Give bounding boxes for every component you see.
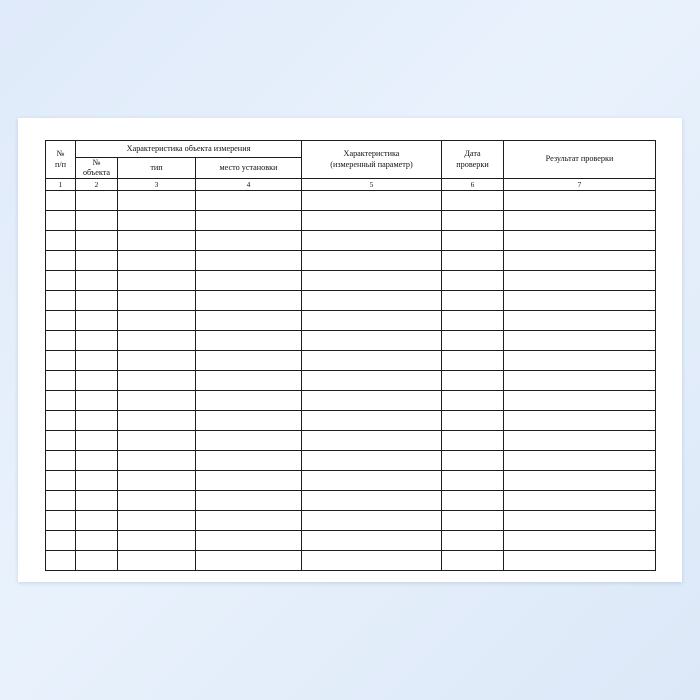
table-cell-type[interactable] xyxy=(118,351,196,371)
table-cell-num_obj[interactable] xyxy=(76,471,118,491)
table-cell-num_pp[interactable] xyxy=(46,351,76,371)
table-cell-num_obj[interactable] xyxy=(76,491,118,511)
table-row[interactable] xyxy=(46,271,656,291)
table-cell-place[interactable] xyxy=(196,291,302,311)
table-row[interactable] xyxy=(46,311,656,331)
table-cell-place[interactable] xyxy=(196,411,302,431)
table-cell-result[interactable] xyxy=(504,531,656,551)
table-cell-characteristic[interactable] xyxy=(302,211,442,231)
header-cell-characteristic xyxy=(302,141,442,179)
header-cell-check-date xyxy=(442,141,504,179)
table-cell-type[interactable] xyxy=(118,311,196,331)
table-cell-num_obj[interactable] xyxy=(76,271,118,291)
table-cell-characteristic[interactable] xyxy=(302,491,442,511)
table-cell-type[interactable] xyxy=(118,211,196,231)
table-cell-check_date[interactable] xyxy=(442,331,504,351)
table-cell-type[interactable] xyxy=(118,411,196,431)
table-cell-num_pp[interactable] xyxy=(46,551,76,571)
header-cell-group: Характеристика объекта измерения xyxy=(76,141,302,158)
table-cell-num_obj[interactable] xyxy=(76,351,118,371)
journal-table-body xyxy=(46,191,656,571)
table-row[interactable] xyxy=(46,391,656,411)
table-cell-result[interactable] xyxy=(504,551,656,571)
table-cell-place[interactable] xyxy=(196,511,302,531)
table-header-row-top xyxy=(46,141,656,158)
header-num-pp-line1: № xyxy=(56,149,65,158)
table-cell-result[interactable] xyxy=(504,291,656,311)
table-cell-num_pp[interactable] xyxy=(46,511,76,531)
table-cell-type[interactable] xyxy=(118,491,196,511)
table-cell-place[interactable] xyxy=(196,471,302,491)
table-cell-num_pp[interactable] xyxy=(46,471,76,491)
table-cell-type[interactable] xyxy=(118,231,196,251)
table-cell-num_pp[interactable] xyxy=(46,211,76,231)
table-cell-characteristic[interactable] xyxy=(302,191,442,211)
table-cell-num_obj[interactable] xyxy=(76,231,118,251)
table-cell-check_date[interactable] xyxy=(442,451,504,471)
table-cell-check_date[interactable] xyxy=(442,251,504,271)
table-cell-num_obj[interactable] xyxy=(76,371,118,391)
table-cell-characteristic[interactable] xyxy=(302,311,442,331)
table-cell-check_date[interactable] xyxy=(442,491,504,511)
table-cell-type[interactable] xyxy=(118,391,196,411)
table-cell-check_date[interactable] xyxy=(442,271,504,291)
header-cell-result: Результат проверки xyxy=(504,141,656,179)
document-sheet xyxy=(18,118,682,582)
table-cell-num_obj[interactable] xyxy=(76,411,118,431)
table-cell-place[interactable] xyxy=(196,551,302,571)
table-cell-check_date[interactable] xyxy=(442,411,504,431)
table-cell-type[interactable] xyxy=(118,451,196,471)
table-cell-type[interactable] xyxy=(118,531,196,551)
table-cell-type[interactable] xyxy=(118,371,196,391)
table-cell-num_pp[interactable] xyxy=(46,311,76,331)
header-num-pp-line2: п/п xyxy=(54,159,67,169)
table-cell-num_obj[interactable] xyxy=(76,291,118,311)
colnum-2: 2 xyxy=(76,179,118,191)
table-cell-place[interactable] xyxy=(196,531,302,551)
table-cell-check_date[interactable] xyxy=(442,371,504,391)
table-cell-num_pp[interactable] xyxy=(46,391,76,411)
table-cell-result[interactable] xyxy=(504,451,656,471)
table-cell-result[interactable] xyxy=(504,231,656,251)
table-cell-characteristic[interactable] xyxy=(302,551,442,571)
colnum-3: 3 xyxy=(118,179,196,191)
table-cell-place[interactable] xyxy=(196,331,302,351)
table-cell-characteristic[interactable] xyxy=(302,531,442,551)
header-characteristic-line2: (измеренный параметр) xyxy=(330,159,413,169)
table-cell-place[interactable] xyxy=(196,231,302,251)
table-cell-result[interactable] xyxy=(504,511,656,531)
table-cell-check_date[interactable] xyxy=(442,511,504,531)
table-cell-result[interactable] xyxy=(504,191,656,211)
table-cell-characteristic[interactable] xyxy=(302,251,442,271)
table-row[interactable] xyxy=(46,531,656,551)
table-row[interactable] xyxy=(46,431,656,451)
table-cell-characteristic[interactable] xyxy=(302,231,442,251)
table-cell-num_pp[interactable] xyxy=(46,491,76,511)
table-cell-num_pp[interactable] xyxy=(46,451,76,471)
table-cell-type[interactable] xyxy=(118,551,196,571)
table-row[interactable] xyxy=(46,231,656,251)
header-check-date-line1: Дата xyxy=(464,149,481,158)
header-cell-num-pp xyxy=(46,141,76,179)
table-cell-check_date[interactable] xyxy=(442,551,504,571)
table-cell-num_obj[interactable] xyxy=(76,191,118,211)
table-cell-num_obj[interactable] xyxy=(76,391,118,411)
table-cell-type[interactable] xyxy=(118,291,196,311)
table-cell-characteristic[interactable] xyxy=(302,271,442,291)
table-cell-num_pp[interactable] xyxy=(46,231,76,251)
table-cell-check_date[interactable] xyxy=(442,231,504,251)
table-cell-characteristic[interactable] xyxy=(302,471,442,491)
table-cell-result[interactable] xyxy=(504,391,656,411)
table-cell-result[interactable] xyxy=(504,271,656,291)
table-cell-characteristic[interactable] xyxy=(302,291,442,311)
table-cell-place[interactable] xyxy=(196,391,302,411)
header-num-obj-line1: № xyxy=(92,158,101,167)
table-cell-place[interactable] xyxy=(196,491,302,511)
table-cell-check_date[interactable] xyxy=(442,211,504,231)
table-cell-check_date[interactable] xyxy=(442,391,504,411)
colnum-5: 5 xyxy=(302,179,442,191)
table-cell-type[interactable] xyxy=(118,251,196,271)
colnum-6: 6 xyxy=(442,179,504,191)
table-cell-place[interactable] xyxy=(196,191,302,211)
table-cell-num_pp[interactable] xyxy=(46,251,76,271)
table-cell-characteristic[interactable] xyxy=(302,391,442,411)
journal-table-wrapper xyxy=(45,140,655,571)
table-row[interactable] xyxy=(46,451,656,471)
table-cell-result[interactable] xyxy=(504,211,656,231)
table-cell-num_obj[interactable] xyxy=(76,551,118,571)
table-cell-place[interactable] xyxy=(196,371,302,391)
table-cell-num_obj[interactable] xyxy=(76,431,118,451)
table-row[interactable] xyxy=(46,191,656,211)
header-characteristic-line1: Характеристика xyxy=(343,149,400,158)
header-cell-place: место установки xyxy=(196,158,302,179)
table-row[interactable] xyxy=(46,551,656,571)
journal-table xyxy=(45,140,656,571)
table-cell-place[interactable] xyxy=(196,251,302,271)
table-cell-check_date[interactable] xyxy=(442,291,504,311)
table-cell-type[interactable] xyxy=(118,511,196,531)
table-cell-result[interactable] xyxy=(504,411,656,431)
colnum-1: 1 xyxy=(46,179,76,191)
colnum-4: 4 xyxy=(196,179,302,191)
table-cell-type[interactable] xyxy=(118,331,196,351)
table-cell-num_obj[interactable] xyxy=(76,211,118,231)
table-column-number-row xyxy=(46,179,656,191)
header-check-date-line2: проверки xyxy=(456,159,489,169)
table-cell-characteristic[interactable] xyxy=(302,371,442,391)
table-cell-place[interactable] xyxy=(196,351,302,371)
table-row[interactable] xyxy=(46,511,656,531)
header-num-obj-line2: объекта xyxy=(82,168,111,177)
table-row[interactable] xyxy=(46,411,656,431)
table-cell-num_pp[interactable] xyxy=(46,411,76,431)
table-row[interactable] xyxy=(46,471,656,491)
table-row[interactable] xyxy=(46,371,656,391)
table-cell-place[interactable] xyxy=(196,311,302,331)
table-cell-place[interactable] xyxy=(196,271,302,291)
table-cell-num_obj[interactable] xyxy=(76,451,118,471)
table-cell-result[interactable] xyxy=(504,371,656,391)
table-cell-check_date[interactable] xyxy=(442,471,504,491)
table-cell-num_pp[interactable] xyxy=(46,271,76,291)
table-cell-check_date[interactable] xyxy=(442,351,504,371)
table-row[interactable] xyxy=(46,351,656,371)
table-cell-num_pp[interactable] xyxy=(46,291,76,311)
table-cell-characteristic[interactable] xyxy=(302,451,442,471)
table-cell-num_obj[interactable] xyxy=(76,311,118,331)
table-cell-num_obj[interactable] xyxy=(76,511,118,531)
table-cell-check_date[interactable] xyxy=(442,431,504,451)
table-cell-place[interactable] xyxy=(196,211,302,231)
table-cell-num_obj[interactable] xyxy=(76,251,118,271)
table-cell-num_obj[interactable] xyxy=(76,331,118,351)
table-cell-characteristic[interactable] xyxy=(302,351,442,371)
table-cell-type[interactable] xyxy=(118,271,196,291)
table-cell-num_pp[interactable] xyxy=(46,191,76,211)
table-cell-place[interactable] xyxy=(196,431,302,451)
table-cell-num_pp[interactable] xyxy=(46,531,76,551)
table-cell-characteristic[interactable] xyxy=(302,431,442,451)
table-cell-characteristic[interactable] xyxy=(302,331,442,351)
table-cell-characteristic[interactable] xyxy=(302,511,442,531)
table-cell-type[interactable] xyxy=(118,431,196,451)
header-cell-type: тип xyxy=(118,158,196,179)
table-cell-num_pp[interactable] xyxy=(46,331,76,351)
table-cell-result[interactable] xyxy=(504,351,656,371)
table-row[interactable] xyxy=(46,331,656,351)
table-cell-type[interactable] xyxy=(118,471,196,491)
table-cell-result[interactable] xyxy=(504,431,656,451)
table-row[interactable] xyxy=(46,291,656,311)
table-cell-characteristic[interactable] xyxy=(302,411,442,431)
table-cell-check_date[interactable] xyxy=(442,311,504,331)
table-cell-num_pp[interactable] xyxy=(46,431,76,451)
table-cell-result[interactable] xyxy=(504,251,656,271)
table-cell-result[interactable] xyxy=(504,471,656,491)
table-row[interactable] xyxy=(46,211,656,231)
table-cell-type[interactable] xyxy=(118,191,196,211)
table-cell-check_date[interactable] xyxy=(442,191,504,211)
table-cell-check_date[interactable] xyxy=(442,531,504,551)
table-cell-num_obj[interactable] xyxy=(76,531,118,551)
colnum-7: 7 xyxy=(504,179,656,191)
table-cell-result[interactable] xyxy=(504,331,656,351)
table-cell-result[interactable] xyxy=(504,491,656,511)
table-cell-num_pp[interactable] xyxy=(46,371,76,391)
table-cell-place[interactable] xyxy=(196,451,302,471)
table-row[interactable] xyxy=(46,251,656,271)
table-cell-result[interactable] xyxy=(504,311,656,331)
header-cell-num-obj xyxy=(76,158,118,179)
table-row[interactable] xyxy=(46,491,656,511)
